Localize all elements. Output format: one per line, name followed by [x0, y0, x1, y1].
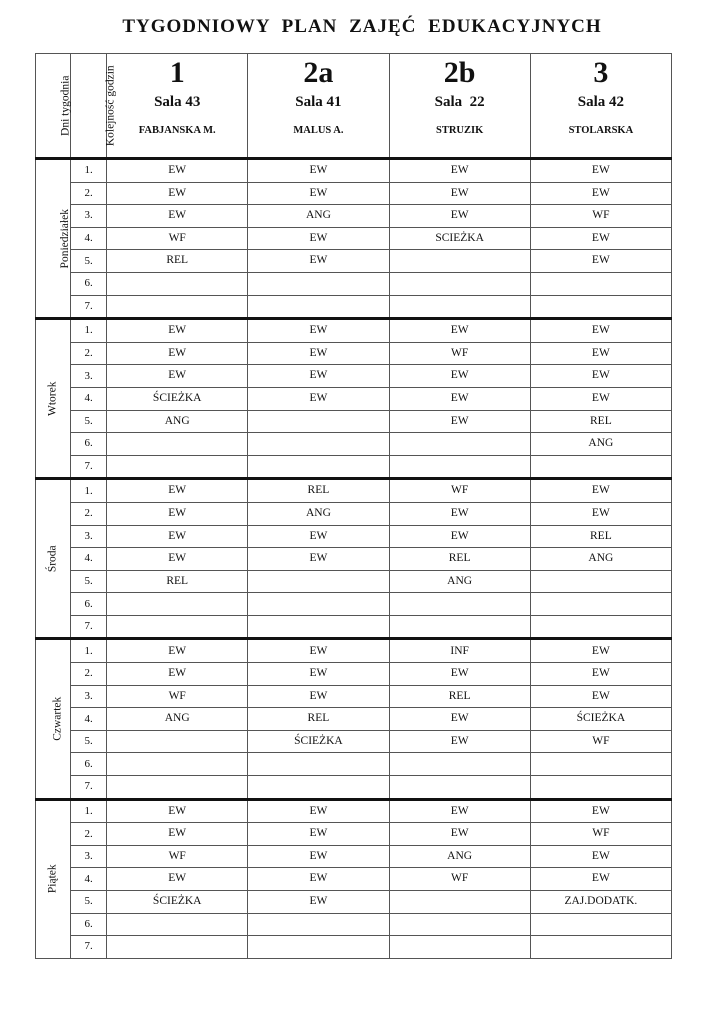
- lesson-cell: [107, 776, 248, 800]
- hour-number: 2.: [71, 182, 107, 205]
- lesson-cell: EW: [248, 342, 389, 365]
- lesson-cell: EW: [389, 708, 530, 731]
- table-row: [36, 615, 672, 639]
- lesson-cell: EW: [107, 548, 248, 571]
- day-cell: [36, 479, 71, 639]
- table-row: [36, 319, 672, 343]
- lesson-cell: EW: [389, 823, 530, 846]
- lesson-cell: [107, 913, 248, 936]
- lesson-cell: EW: [248, 227, 389, 250]
- hour-number: 3.: [71, 685, 107, 708]
- hour-number: 1.: [71, 639, 107, 663]
- table-row: [36, 205, 672, 228]
- table-row: [36, 479, 672, 503]
- table-row: [36, 342, 672, 365]
- lesson-cell: [389, 615, 530, 639]
- lesson-cell: EW: [530, 639, 671, 663]
- lesson-cell: EW: [530, 685, 671, 708]
- day-cell: [36, 159, 71, 319]
- lesson-cell: [389, 593, 530, 616]
- lesson-cell: [389, 295, 530, 319]
- table-row: [36, 182, 672, 205]
- lesson-cell: EW: [530, 479, 671, 503]
- schedule-table: [35, 53, 672, 959]
- lesson-cell: [530, 753, 671, 776]
- lesson-cell: WF: [530, 823, 671, 846]
- hour-number: 3.: [71, 365, 107, 388]
- lesson-cell: [530, 615, 671, 639]
- lesson-cell: [248, 776, 389, 800]
- hour-number: 4.: [71, 708, 107, 731]
- lesson-cell: ANG: [248, 205, 389, 228]
- lesson-cell: REL: [389, 548, 530, 571]
- lesson-cell: REL: [389, 685, 530, 708]
- lesson-cell: [530, 776, 671, 800]
- hour-number: 3.: [71, 205, 107, 228]
- lesson-cell: EW: [389, 365, 530, 388]
- lesson-cell: EW: [248, 365, 389, 388]
- lesson-cell: EW: [107, 799, 248, 823]
- lesson-cell: [530, 593, 671, 616]
- hour-number: 5.: [71, 410, 107, 433]
- lesson-cell: [248, 295, 389, 319]
- lesson-cell: EW: [107, 182, 248, 205]
- class-number: 1: [169, 56, 185, 89]
- lesson-cell: EW: [107, 823, 248, 846]
- table-row: [36, 799, 672, 823]
- lesson-cell: EW: [389, 319, 530, 343]
- page-title: TYGODNIOWY PLAN ZAJĘĆ EDUKACYJNYCH: [122, 16, 602, 37]
- hour-number: 6.: [71, 753, 107, 776]
- lesson-cell: [530, 913, 671, 936]
- lesson-cell: EW: [248, 891, 389, 914]
- table-row: [36, 525, 672, 548]
- day-label: Piątek: [46, 864, 59, 894]
- lesson-cell: EW: [389, 182, 530, 205]
- lesson-cell: REL: [107, 570, 248, 593]
- lesson-cell: [248, 455, 389, 479]
- table-row: [36, 730, 672, 753]
- class-number: 2a: [303, 56, 334, 89]
- hour-number: 2.: [71, 502, 107, 525]
- lesson-cell: [248, 936, 389, 959]
- hour-number: 7.: [71, 776, 107, 800]
- table-row: [36, 891, 672, 914]
- lesson-cell: EW: [530, 387, 671, 410]
- lesson-cell: [107, 295, 248, 319]
- table-row: [36, 936, 672, 959]
- lesson-cell: WF: [107, 845, 248, 868]
- class-room: Sala 43: [154, 94, 201, 110]
- hour-number: 7.: [71, 936, 107, 959]
- class-number: 3: [593, 56, 609, 89]
- lesson-cell: EW: [530, 502, 671, 525]
- lesson-cell: [389, 433, 530, 456]
- lesson-cell: [248, 570, 389, 593]
- lesson-cell: EW: [389, 502, 530, 525]
- hour-number: 7.: [71, 615, 107, 639]
- table-row: [36, 868, 672, 891]
- lesson-cell: [107, 593, 248, 616]
- lesson-cell: ŚCIEŻKA: [107, 387, 248, 410]
- table-row: [36, 502, 672, 525]
- lesson-cell: ANG: [389, 845, 530, 868]
- hour-number: 1.: [71, 479, 107, 503]
- day-column-label: Dni tygodnia: [59, 75, 72, 136]
- lesson-cell: [248, 593, 389, 616]
- hour-number: 6.: [71, 433, 107, 456]
- lesson-cell: REL: [107, 250, 248, 273]
- hour-number: 1.: [71, 319, 107, 343]
- lesson-cell: [107, 730, 248, 753]
- lesson-cell: ANG: [107, 410, 248, 433]
- hour-number: 4.: [71, 387, 107, 410]
- table-row: [36, 823, 672, 846]
- lesson-cell: [530, 295, 671, 319]
- lesson-cell: WF: [389, 868, 530, 891]
- class-room: Sala 41: [295, 94, 342, 110]
- lesson-cell: EW: [107, 639, 248, 663]
- table-row: [36, 433, 672, 456]
- lesson-cell: ANG: [530, 433, 671, 456]
- lesson-cell: [530, 272, 671, 295]
- lesson-cell: [248, 615, 389, 639]
- day-label: Czwartek: [51, 697, 64, 742]
- lesson-cell: ŚCIEŻKA: [107, 891, 248, 914]
- lesson-cell: [248, 433, 389, 456]
- lesson-cell: WF: [530, 730, 671, 753]
- lesson-cell: EW: [107, 479, 248, 503]
- lesson-cell: WF: [389, 479, 530, 503]
- table-row: [36, 272, 672, 295]
- lesson-cell: REL: [248, 708, 389, 731]
- lesson-cell: EW: [107, 525, 248, 548]
- lesson-cell: EW: [530, 227, 671, 250]
- day-cell: [36, 799, 71, 958]
- lesson-cell: EW: [107, 342, 248, 365]
- day-cell: [36, 639, 71, 799]
- table-row: [36, 685, 672, 708]
- day-label: Środa: [46, 545, 59, 573]
- lesson-cell: INF: [389, 639, 530, 663]
- lesson-cell: EW: [107, 205, 248, 228]
- lesson-cell: REL: [530, 525, 671, 548]
- table-row: [36, 639, 672, 663]
- lesson-cell: EW: [107, 868, 248, 891]
- day-column-header: [36, 54, 71, 159]
- class-teacher: FABJANSKA M.: [138, 125, 216, 136]
- lesson-cell: WF: [389, 342, 530, 365]
- lesson-cell: EW: [248, 663, 389, 686]
- hour-number: 1.: [71, 799, 107, 823]
- lesson-cell: REL: [530, 410, 671, 433]
- hour-number: 6.: [71, 272, 107, 295]
- table-row: [36, 776, 672, 800]
- lesson-cell: [389, 913, 530, 936]
- lesson-cell: EW: [389, 663, 530, 686]
- lesson-cell: EW: [530, 845, 671, 868]
- lesson-cell: EW: [248, 319, 389, 343]
- lesson-cell: EW: [530, 365, 671, 388]
- lesson-cell: EW: [248, 823, 389, 846]
- table-row: [36, 365, 672, 388]
- hour-column-label: Kolejność godzin: [104, 65, 117, 146]
- lesson-cell: EW: [248, 387, 389, 410]
- lesson-cell: ANG: [530, 548, 671, 571]
- lesson-cell: [107, 455, 248, 479]
- lesson-cell: [389, 936, 530, 959]
- lesson-cell: EW: [107, 502, 248, 525]
- hour-number: 2.: [71, 823, 107, 846]
- hour-number: 2.: [71, 342, 107, 365]
- lesson-cell: WF: [107, 227, 248, 250]
- hour-number: 5.: [71, 891, 107, 914]
- lesson-cell: EW: [530, 799, 671, 823]
- lesson-cell: EW: [248, 250, 389, 273]
- lesson-cell: EW: [107, 319, 248, 343]
- lesson-cell: EW: [107, 159, 248, 183]
- lesson-cell: [389, 272, 530, 295]
- hour-number: 4.: [71, 868, 107, 891]
- hour-number: 4.: [71, 227, 107, 250]
- lesson-cell: EW: [530, 868, 671, 891]
- table-row: [36, 387, 672, 410]
- class-header: [104, 54, 248, 159]
- day-cell: [36, 319, 71, 479]
- header-row: [36, 54, 672, 159]
- hour-number: 5.: [71, 570, 107, 593]
- table-row: [36, 570, 672, 593]
- hour-column-header: [71, 54, 117, 159]
- table-row: [36, 845, 672, 868]
- class-number: 2b: [443, 56, 476, 89]
- lesson-cell: SCIEŻKA: [389, 227, 530, 250]
- class-teacher: STRUZIK: [436, 125, 484, 136]
- hour-number: 6.: [71, 593, 107, 616]
- table-row: [36, 913, 672, 936]
- lesson-cell: ŚCIEŻKA: [248, 730, 389, 753]
- lesson-cell: [107, 272, 248, 295]
- class-room: Sala 22: [434, 94, 485, 110]
- lesson-cell: [389, 891, 530, 914]
- lesson-cell: [107, 753, 248, 776]
- hour-number: 2.: [71, 663, 107, 686]
- lesson-cell: EW: [107, 365, 248, 388]
- lesson-cell: EW: [530, 663, 671, 686]
- lesson-cell: ŚCIEŻKA: [530, 708, 671, 731]
- lesson-cell: [107, 615, 248, 639]
- hour-number: 5.: [71, 250, 107, 273]
- lesson-cell: [248, 410, 389, 433]
- lesson-cell: [389, 250, 530, 273]
- table-row: [36, 753, 672, 776]
- table-row: [36, 250, 672, 273]
- lesson-cell: WF: [107, 685, 248, 708]
- lesson-cell: [530, 455, 671, 479]
- lesson-cell: EW: [530, 159, 671, 183]
- lesson-cell: WF: [530, 205, 671, 228]
- lesson-cell: [389, 455, 530, 479]
- lesson-cell: EW: [248, 799, 389, 823]
- lesson-cell: EW: [389, 730, 530, 753]
- table-row: [36, 663, 672, 686]
- table-row: [36, 708, 672, 731]
- lesson-cell: EW: [530, 342, 671, 365]
- lesson-cell: ANG: [248, 502, 389, 525]
- day-label: Wtorek: [46, 381, 59, 416]
- lesson-cell: EW: [248, 685, 389, 708]
- lesson-cell: [107, 433, 248, 456]
- lesson-cell: EW: [530, 250, 671, 273]
- hour-number: 5.: [71, 730, 107, 753]
- lesson-cell: EW: [248, 159, 389, 183]
- lesson-cell: ANG: [389, 570, 530, 593]
- lesson-cell: EW: [389, 205, 530, 228]
- day-label: Poniedziałek: [58, 208, 71, 269]
- lesson-cell: [389, 753, 530, 776]
- lesson-cell: [248, 753, 389, 776]
- class-teacher: STOLARSKA: [568, 125, 634, 136]
- lesson-cell: [530, 570, 671, 593]
- lesson-cell: EW: [248, 639, 389, 663]
- lesson-cell: EW: [530, 182, 671, 205]
- lesson-cell: EW: [389, 525, 530, 548]
- class-header: [530, 54, 671, 159]
- lesson-cell: EW: [248, 182, 389, 205]
- table-row: [36, 593, 672, 616]
- table-row: [36, 227, 672, 250]
- lesson-cell: EW: [107, 663, 248, 686]
- lesson-cell: EW: [248, 548, 389, 571]
- lesson-cell: [248, 913, 389, 936]
- class-room: Sala 42: [577, 94, 624, 110]
- hour-number: 6.: [71, 913, 107, 936]
- lesson-cell: [530, 936, 671, 959]
- table-row: [36, 455, 672, 479]
- lesson-cell: REL: [248, 479, 389, 503]
- lesson-cell: [107, 936, 248, 959]
- table-row: [36, 548, 672, 571]
- class-header: [248, 54, 389, 159]
- lesson-cell: ZAJ.DODATK.: [530, 891, 671, 914]
- lesson-cell: EW: [389, 159, 530, 183]
- class-teacher: MALUS A.: [293, 125, 344, 136]
- hour-number: 1.: [71, 159, 107, 183]
- table-row: [36, 295, 672, 319]
- lesson-cell: EW: [248, 868, 389, 891]
- hour-number: 3.: [71, 845, 107, 868]
- lesson-cell: ANG: [107, 708, 248, 731]
- hour-number: 3.: [71, 525, 107, 548]
- table-row: [36, 410, 672, 433]
- table-row: [36, 159, 672, 183]
- hour-number: 7.: [71, 295, 107, 319]
- lesson-cell: EW: [389, 799, 530, 823]
- hour-number: 4.: [71, 548, 107, 571]
- lesson-cell: [389, 776, 530, 800]
- lesson-cell: EW: [389, 387, 530, 410]
- lesson-cell: EW: [248, 525, 389, 548]
- class-header: [389, 54, 530, 159]
- lesson-cell: EW: [248, 845, 389, 868]
- lesson-cell: EW: [389, 410, 530, 433]
- lesson-cell: [248, 272, 389, 295]
- hour-number: 7.: [71, 455, 107, 479]
- lesson-cell: EW: [530, 319, 671, 343]
